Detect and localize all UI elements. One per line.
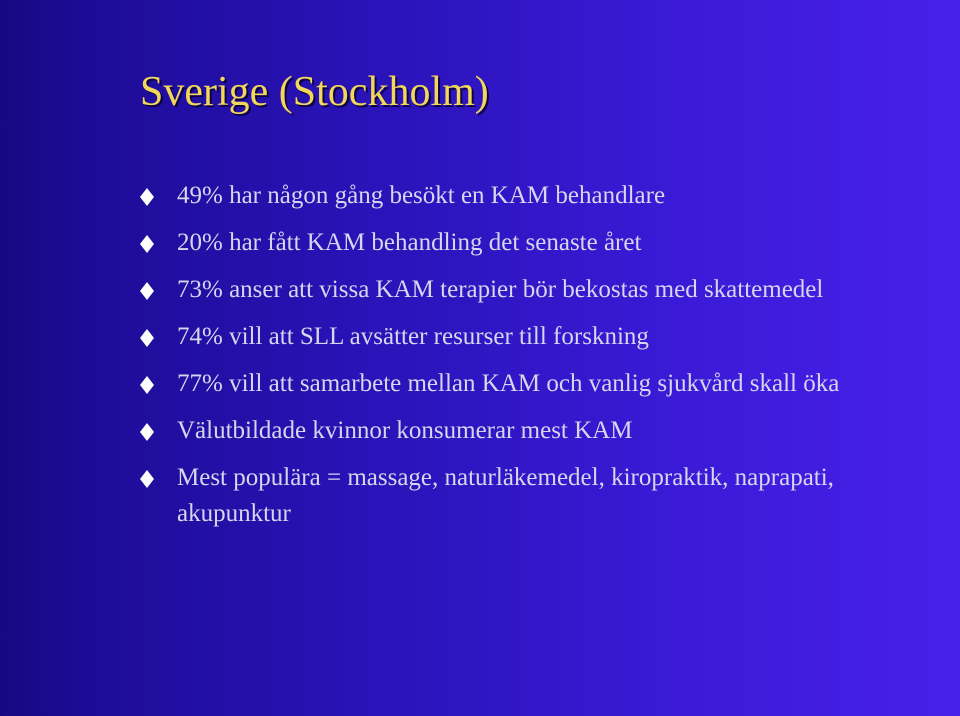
bullet-item [140,413,930,449]
bullet-item [140,178,930,214]
bullet-text: 20% har fått KAM behandling det senaste året [177,229,642,256]
left-decorative-band [0,0,118,716]
slide-title: Sverige (Stockholm) [140,69,489,115]
diamond-bullet-icon [140,282,154,300]
bullet-text: Mest populära = massage, naturläkemedel, kiropraktik, naprapati, akupunktur [177,464,834,527]
bullet-item [140,225,930,261]
bullet-item [140,460,930,532]
bullet-text: Välutbildade kvinnor konsumerar mest KAM [177,417,633,444]
bullet-list [140,178,930,543]
bullet-text: 77% vill att samarbete mellan KAM och vanlig sjukvård skall öka [177,370,840,397]
diamond-bullet-icon [140,376,154,394]
bullet-item [140,272,930,308]
bullet-text: 74% vill att SLL avsätter resurser till forskning [177,323,649,350]
diamond-bullet-icon [140,329,154,347]
diamond-bullet-icon [140,188,154,206]
bullet-text: 73% anser att vissa KAM terapier bör bekostas med skattemedel [177,276,824,303]
diamond-bullet-icon [140,470,154,488]
bullet-item [140,319,930,355]
diamond-bullet-icon [140,235,154,253]
bullet-item [140,366,930,402]
diamond-bullet-icon [140,423,154,441]
bullet-text: 49% har någon gång besökt en KAM behandlare [177,182,666,209]
